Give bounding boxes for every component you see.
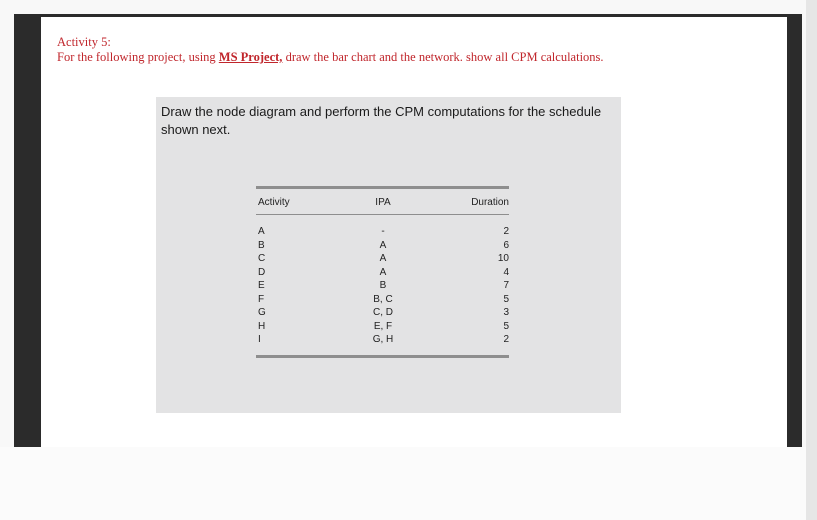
cell-duration: 3 [503,307,509,318]
table-row [256,239,509,253]
cell-activity: D [258,266,266,278]
table-body [256,225,509,347]
cell-duration: 4 [503,266,509,278]
cell-duration: 2 [503,226,509,237]
cell-activity: G [258,307,266,318]
cell-activity: I [258,334,261,345]
problem-box [156,97,621,413]
activity-title: Activity 5: [57,35,111,49]
instruction-post: draw the bar chart and the network. show all CPM calculations. [282,50,604,64]
cell-ipa: E, F [373,320,393,332]
cell-duration: 5 [503,293,509,305]
cell-duration: 2 [503,334,509,345]
cell-activity: A [258,226,265,237]
cell-ipa: A [379,253,387,264]
cell-ipa: - [381,226,385,237]
table-header-row [256,197,509,208]
bottom-blank-area [0,447,817,520]
table-bottom-rule [256,355,509,358]
problem-prompt: Draw the node diagram and perform the CPM computations for the schedule shown next. [161,104,602,137]
cell-duration: 5 [503,320,509,332]
instruction-pre: For the following project, using [57,50,219,64]
header-activity: Activity [258,197,290,208]
cell-ipa: A [379,266,387,278]
table-row [256,333,509,347]
cell-ipa: A [379,239,387,251]
cell-activity: E [258,280,265,291]
table-row [256,225,509,239]
activity-table [256,186,509,358]
table-top-rule [256,186,509,189]
cell-activity: B [258,239,265,251]
cell-ipa: C, D [373,307,393,318]
instruction-ms-project: MS Project, [218,50,283,64]
cell-activity: H [258,320,266,332]
cell-ipa: B, C [373,293,393,305]
cell-activity: C [258,253,266,264]
cell-duration: 7 [503,280,509,291]
document-page [41,17,787,447]
header-duration: Duration [471,197,509,208]
table-row [256,279,509,293]
cell-duration: 6 [503,239,509,251]
cell-duration: 10 [497,253,509,264]
table-row [256,320,509,334]
table-header-rule [256,214,509,215]
header-ipa: IPA [375,197,391,208]
activity-heading [57,35,604,65]
cell-ipa: B [379,280,387,291]
table-row [256,266,509,280]
cell-ipa: G, H [372,334,394,345]
table-row [256,252,509,266]
right-edge-strip [806,0,817,520]
table-row [256,306,509,320]
table-row [256,293,509,307]
cell-activity: F [258,293,265,305]
activity-instruction [57,50,604,65]
